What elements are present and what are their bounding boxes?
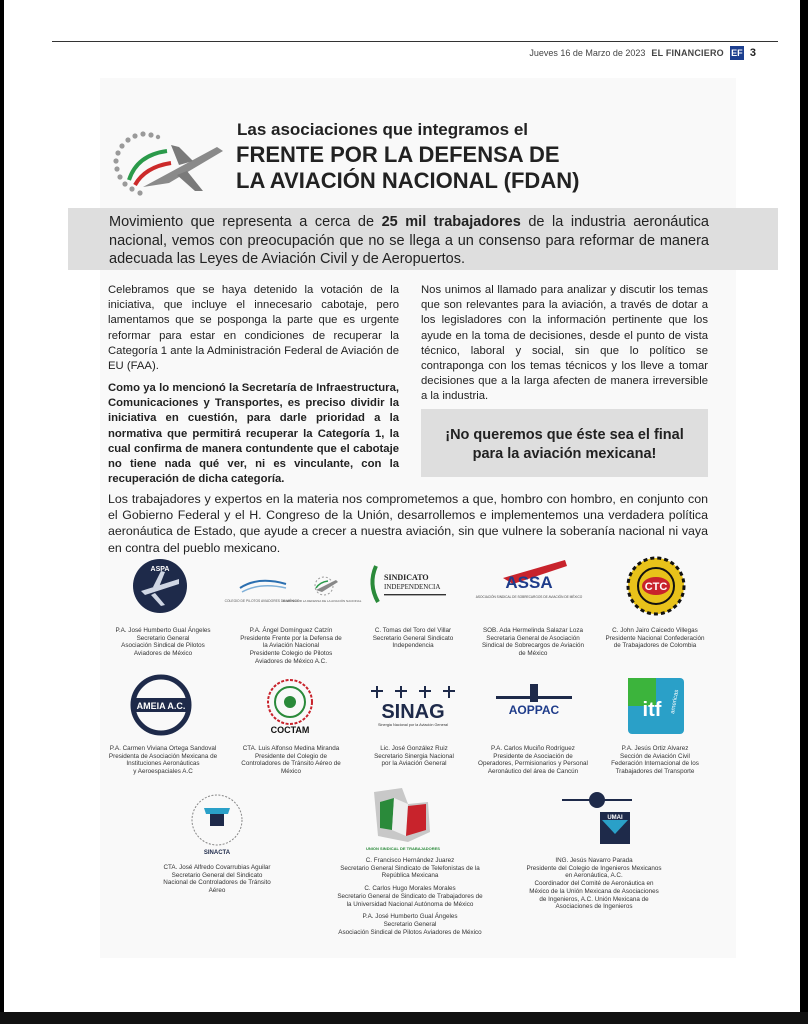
sindicato-line-1: SINDICATO — [384, 573, 429, 582]
sig-line: Aeronáutico del área de Cancún — [487, 768, 579, 776]
umai-text: UMAI — [607, 815, 623, 821]
signatory-6 — [96, 745, 230, 776]
sig-line: C. Tomas del Toro del Villar — [374, 627, 452, 634]
aoppac-logo — [492, 682, 576, 724]
colegio-frente-logos — [224, 572, 362, 608]
sig-line: C. Carlos Hugo Morales Morales — [364, 885, 456, 893]
sig-line: Secretario General del Sindicato — [171, 871, 263, 879]
sig-line: México — [281, 768, 301, 776]
title-main — [236, 142, 656, 194]
sig-line: Secretario Sinergia Nacional — [374, 752, 454, 760]
sig-line: de Ingenieros, A.C. Unión Mexicana de — [539, 895, 649, 903]
sig-line: Presidente Frente por la Defensa de — [240, 634, 342, 642]
ameia-text: AMEIA A.C. — [136, 701, 186, 711]
page-header — [529, 46, 756, 60]
aspa-text: ASPA — [150, 566, 170, 573]
sig-line: Presidente Colegio de Pilotos — [249, 650, 333, 658]
paper-name: EL FINANCIERO — [651, 48, 724, 58]
sig-line: la Universidad Nacional Autónoma de México — [346, 900, 474, 908]
sig-line: Nacional de Controladores de Tránsito — [163, 879, 271, 887]
aspa-logo — [131, 557, 189, 615]
aoppac-text: AOPPAC — [508, 703, 560, 717]
sig-line: Asociaciones de Ingenieros — [555, 903, 633, 911]
fdan-logo — [109, 125, 229, 205]
sig-line: Aviadores de México — [133, 650, 193, 658]
slogan — [421, 426, 708, 464]
sig-line: C. John Jairo Caicedo Villegas — [612, 627, 698, 634]
sinag-logo — [365, 684, 461, 730]
sinag-text: SINAG — [381, 701, 445, 723]
sig-line: de México — [518, 650, 548, 658]
sig-line: P.A. Carmen Viviana Ortega Sandoval — [109, 745, 217, 752]
page-number: 3 — [749, 47, 756, 59]
sig-line: Secretario General Sindicato de Telefonistas de la — [340, 864, 480, 872]
ctc-logo — [624, 556, 688, 616]
sig-line: Secretario General — [136, 634, 190, 642]
sig-line: Presidente del Colegio de Ingenieros Mexicanos — [526, 864, 662, 872]
issue-date: Jueves 16 de Marzo de 2023 — [529, 48, 646, 58]
sig-line: en Aeronáutica, A.C. — [565, 872, 623, 880]
lead-after: de la industria aeronáutica nacional, vemos con preocupación que no se llega a un consenso para reformar de manera adecuada las Leyes de Aviación Civil y de Aeropuertos. — [109, 214, 709, 267]
itf-logo — [626, 676, 686, 736]
sig-line: México de la Unión Mexicana de Asociaciones — [529, 887, 659, 895]
sig-line: P.A. Carlos Muciño Rodríguez — [491, 745, 575, 752]
sig-line: CTA. José Alfredo Covarrubias Aguilar — [163, 864, 271, 871]
sig-line: la Aviación Nacional — [262, 642, 320, 650]
assa-subtext: ASOCIACIÓN SINDICAL DE SOBRECARGOS DE AVIACIÓN DE MÉXICO — [475, 595, 583, 599]
sig-line: Asociación Sindical de Pilotos — [121, 642, 205, 650]
right-paragraph-1: Nos unimos al llamado para analizar y discutir los temas que son relevantes para la aviación, a través de dotar a los legisladores con la información pertinente que los ayude en la toma de decisiones, desde el punto de vista técnico, laboral y social, sin que lo político se contraponga con los temas técnicos y los lleve a tomar decisiones que a la larga afecten de manera irreversible a la industria. — [421, 284, 708, 403]
sig-line: Aviadores de México A.C. — [255, 657, 327, 665]
signatory-2 — [226, 627, 356, 666]
sinacta-logo — [180, 792, 254, 856]
signatory-3 — [356, 627, 470, 650]
sig-line: Secretaria General de Asociación — [486, 634, 580, 642]
lead-before: Movimiento que representa a cerca de — [109, 214, 382, 230]
sig-line: P.A. Ángel Domínguez Catzín — [249, 627, 333, 634]
left-paragraph-2: Como ya lo mencionó la Secretaría de Infraestructura, Comunicaciones y Transportes, es preciso dividir la iniciativa en cuestión, para darle prioridad a la normativa que permitirá recuperar la Categoría 1, la cual confirma de manera contundente que el cabotaje no tiene nada qué ver, ni es vinculante, con la recuperación de dicha categoría. — [108, 382, 399, 486]
sinacta-text: SINACTA — [203, 850, 231, 856]
sig-line: P.A. José Humberto Gual Ángeles — [362, 913, 458, 921]
sig-line: Controladores de Tránsito Aéreo de — [241, 760, 341, 768]
sig-line: de Trabajadores de Colombia — [613, 642, 697, 650]
lead-bold: 25 mil trabajadores — [381, 214, 521, 230]
slogan-line-1: ¡No queremos que éste sea el final — [445, 427, 684, 443]
sig-line: C. Francisco Hernández Juarez — [365, 857, 455, 864]
signatory-13 — [514, 857, 674, 911]
bottom-strip — [0, 1012, 808, 1024]
lead-paragraph — [109, 213, 709, 269]
sig-line: SOB. Ada Hermelinda Salazar Loza — [482, 627, 584, 634]
sindicato-independencia-logo — [370, 562, 454, 608]
frente-logo-text: FRENTE POR LA DEFENSA DE LA AVIACIÓN NACIONAL — [282, 599, 362, 603]
sig-line: Presidente Nacional Confederación — [605, 634, 705, 642]
sig-line: y Aeroespaciales A.C — [133, 768, 193, 776]
sig-line: Operadores, Permisionarios y Personal — [478, 760, 588, 768]
sig-line: Sindical de Sobrecargos de Aviación — [481, 642, 585, 650]
itf-text: itf — [642, 699, 662, 721]
sig-line: Coordinador del Comité de Aeronáutica en — [534, 880, 654, 888]
signatory-9 — [470, 745, 596, 776]
signatory-10 — [596, 745, 714, 776]
sig-line: Secretario General Sindicato — [372, 634, 454, 642]
ust-text: UNION SINDICAL DE TRABAJADORES — [366, 846, 440, 851]
sig-line: Independencia — [392, 642, 434, 650]
title-line-2: FRENTE POR LA DEFENSA DE — [236, 142, 560, 167]
itf-subtext: americas — [670, 689, 681, 715]
closing-paragraph: Los trabajadores y expertos en la materia nos comprometemos a que, hombro con hombro, en conjunto con el Gobierno Federal y el H. Congreso de la Unión, desarrollemos e implementemos una verdadera política aeronáutica de Estado, que ayude a crecer a nuestra aviación, sin que vulnere la soberanía nacional ni vaya en contra del pueblo mexicano. — [108, 492, 708, 555]
sig-line: por la Aviación General — [381, 760, 447, 768]
left-paragraph-1: Celebramos que se haya detenido la votación de la iniciativa, que incluye el innecesario cabotaje, pero lamentamos que se posponga la parte que es urgente reformar para estar en condiciones de recuperar la Categoría 1 ante la Administración Federal de Aviación de EU (FAA). — [108, 284, 399, 373]
signatory-4 — [470, 627, 596, 658]
signatory-12 — [322, 857, 498, 936]
sig-line: República Mexicana — [381, 872, 439, 880]
assa-text: ASSA — [505, 573, 553, 592]
title-line-3: LA AVIACIÓN NACIONAL (FDAN) — [236, 168, 580, 193]
sig-line: Aéreo — [208, 887, 226, 895]
sig-line: Asociación Sindical de Pilotos Aviadores de México — [338, 928, 482, 936]
sig-line: Lic. José González Ruiz — [380, 745, 448, 752]
ameia-logo — [130, 674, 192, 736]
assa-logo — [475, 554, 583, 626]
signatory-5 — [596, 627, 714, 650]
umai-logo — [558, 790, 636, 850]
sig-line: Secretario General de Sindicato de Trabajadores de — [337, 892, 483, 900]
ctc-text: CTC — [644, 581, 668, 593]
sig-line: Sección de Aviación Civil — [620, 752, 690, 760]
ust-logo — [368, 784, 438, 854]
sig-line: Trabajadores del Transporte — [615, 768, 695, 776]
sig-line: Federación Internacional de los — [611, 760, 699, 768]
signatory-1 — [100, 627, 226, 658]
sig-line: CTA. Luis Alfonso Medina Miranda — [242, 745, 340, 752]
brand-badge: EF — [731, 48, 743, 58]
sig-line: P.A. Jesús Ortiz Alvarez — [621, 745, 689, 752]
signatory-11 — [144, 864, 290, 895]
sig-line: P.A. José Humberto Gual Ángeles — [115, 627, 211, 634]
slogan-line-2: para la aviación mexicana! — [472, 446, 657, 462]
signatory-8 — [358, 745, 470, 768]
coctam-text: COCTAM — [270, 725, 310, 735]
newspaper-page — [4, 0, 800, 1012]
sig-line: Presidente del Colegio de — [254, 752, 328, 760]
colegio-logo-text: COLEGIO DE PILOTOS AVIADORES DE MÉXICO — [224, 599, 300, 603]
sig-line: ING. Jesús Navarro Parada — [555, 857, 633, 864]
sig-line: Secretario General — [383, 920, 437, 928]
sinag-subtext: Sinergia Nacional por la Aviación General — [377, 723, 449, 727]
signatory-7 — [230, 745, 352, 776]
sig-line: Presidente de Asociación de — [493, 752, 573, 760]
title-intro: Las asociaciones que integramos el — [237, 120, 529, 139]
sig-line: Presidenta de Asociación Mexicana de — [108, 752, 218, 760]
sindicato-line-2: INDEPENDENCIA — [384, 583, 441, 591]
sig-line: Instituciones Aeronáuticas — [126, 760, 200, 768]
header-rule — [52, 41, 778, 42]
coctam-logo — [259, 676, 321, 738]
